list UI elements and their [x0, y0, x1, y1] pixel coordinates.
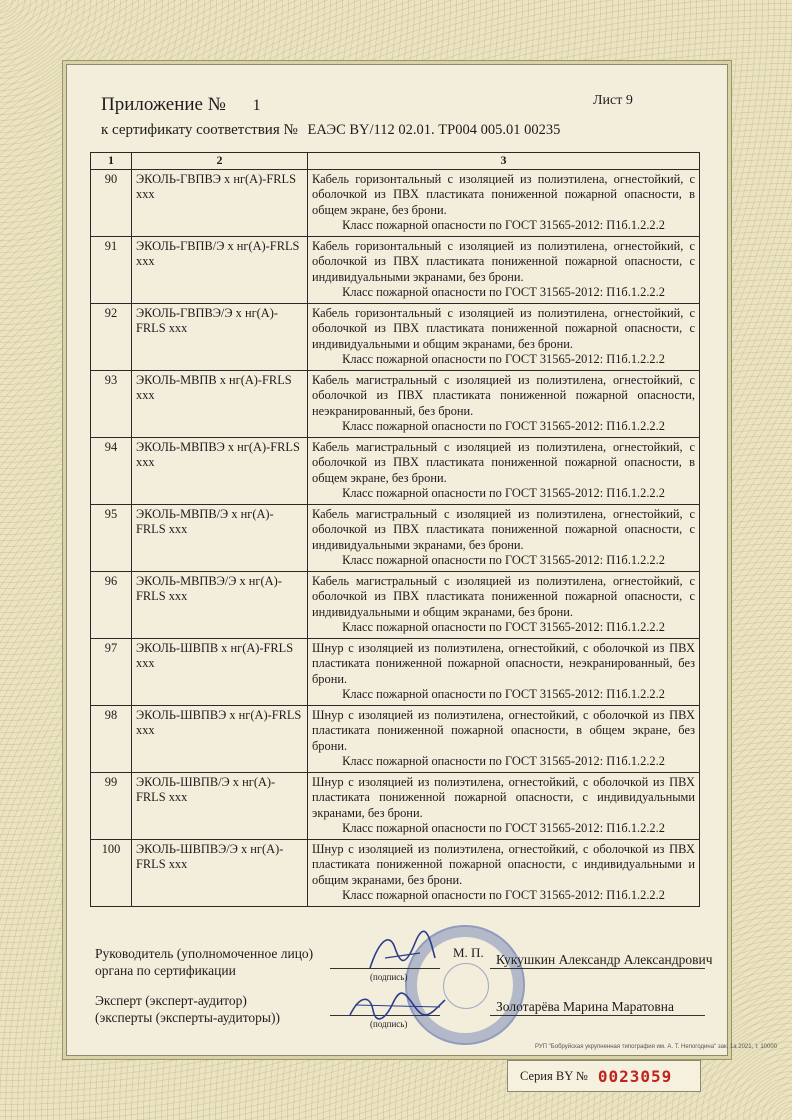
cable-description-cell [308, 705, 700, 772]
cable-description: Кабель магистральный с изоляцией из полиэтилена, огнестойкий, с оболочкой из ПВХ пластиката пониженной пожарной опасности, неэкранированный, без брони. [312, 372, 695, 418]
row-number: 92 [91, 303, 132, 370]
cable-description-cell [308, 370, 700, 437]
head-role-line-2: органа по сертификации [95, 963, 236, 978]
certificate-prefix: к сертификату соответствия № [101, 122, 298, 138]
fire-class: Класс пожарной опасности по ГОСТ 31565-2012: П1б.1.2.2.2 [342, 687, 665, 701]
cable-description-cell [308, 437, 700, 504]
head-signature-caption: (подпись) [370, 972, 408, 982]
certificate-number: ЕАЭС BY/112 02.01. ТР004 005.01 00235 [307, 122, 561, 138]
expert-role-line-2: (эксперты (эксперты-аудиторы)) [95, 1010, 280, 1025]
row-number: 91 [91, 236, 132, 303]
cable-mark: ЭКОЛЬ-ШВПВЭ х нг(А)-FRLS ххх [132, 705, 308, 772]
cable-mark: ЭКОЛЬ-ШВПВЭ/Э х нг(А)-FRLS ххх [132, 839, 308, 906]
fire-class: Класс пожарной опасности по ГОСТ 31565-2012: П1б.1.2.2.2 [342, 419, 665, 433]
cable-description: Кабель горизонтальный с изоляцией из полиэтилена, огнестойкий, с оболочкой из ПВХ пластиката пониженной пожарной опасности, в общем экране, без брони. [312, 171, 695, 217]
cable-description-cell [308, 236, 700, 303]
cable-mark: ЭКОЛЬ-ШВПВ/Э х нг(А)-FRLS ххх [132, 772, 308, 839]
row-number: 96 [91, 571, 132, 638]
cable-description-cell [308, 638, 700, 705]
cable-mark: ЭКОЛЬ-ШВПВ х нг(А)-FRLS ххх [132, 638, 308, 705]
expert-signature [345, 985, 455, 1025]
cable-mark: ЭКОЛЬ-ГВПВЭ х нг(А)-FRLS ххх [132, 169, 308, 236]
cable-mark: ЭКОЛЬ-МВПВ х нг(А)-FRLS ххх [132, 370, 308, 437]
table-row [91, 169, 700, 236]
expert-role [95, 992, 280, 1026]
fire-class: Класс пожарной опасности по ГОСТ 31565-2012: П1б.1.2.2.2 [342, 553, 665, 567]
appendix-title-text: Приложение № [101, 94, 226, 115]
row-number: 98 [91, 705, 132, 772]
head-role [95, 945, 313, 979]
table-row [91, 638, 700, 705]
cable-description: Шнур с изоляцией из полиэтилена, огнестойкий, с оболочкой из ПВХ пластиката пониженной пожарной опасности, неэкранированный, без брони. [312, 640, 695, 686]
row-number: 93 [91, 370, 132, 437]
table-row [91, 303, 700, 370]
head-name: Кукушкин Александр Александрович [496, 952, 713, 967]
products-table [90, 152, 700, 907]
sheet-number: Лист 9 [593, 93, 633, 108]
printer-note: РУП "Бобруйская укрупненная типография им. А. Т. Непогодина" зак. 1а 2021, т. 10000 [535, 1044, 778, 1050]
cable-description: Кабель магистральный с изоляцией из полиэтилена, огнестойкий, с оболочкой из ПВХ пластиката пониженной пожарной опасности, в общем экране, без брони. [312, 439, 695, 485]
table-header-row [91, 153, 700, 170]
appendix-number: 1 [252, 97, 261, 114]
table-row [91, 705, 700, 772]
table-row [91, 772, 700, 839]
column-header-3: 3 [308, 153, 700, 170]
cable-description: Шнур с изоляцией из полиэтилена, огнестойкий, с оболочкой из ПВХ пластиката пониженной пожарной опасности, в общем экране, без брони. [312, 707, 695, 753]
expert-role-line-1: Эксперт (эксперт-аудитор) [95, 993, 247, 1008]
row-number: 90 [91, 169, 132, 236]
series-number: 0023059 [597, 1066, 673, 1086]
table-row [91, 571, 700, 638]
cable-description: Кабель магистральный с изоляцией из полиэтилена, огнестойкий, с оболочкой из ПВХ пластиката пониженной пожарной опасности, с индивидуальными и общим экранами, без брони. [312, 573, 695, 619]
fire-class: Класс пожарной опасности по ГОСТ 31565-2012: П1б.1.2.2.2 [342, 821, 665, 835]
cable-description: Кабель горизонтальный с изоляцией из полиэтилена, огнестойкий, с оболочкой из ПВХ пластиката пониженной пожарной опасности, с индивидуальными экранами, без брони. [312, 238, 695, 284]
fire-class: Класс пожарной опасности по ГОСТ 31565-2012: П1б.1.2.2.2 [342, 754, 665, 768]
fire-class: Класс пожарной опасности по ГОСТ 31565-2012: П1б.1.2.2.2 [342, 620, 665, 634]
cable-mark: ЭКОЛЬ-МВПВ/Э х нг(А)-FRLS ххх [132, 504, 308, 571]
table-row [91, 236, 700, 303]
cable-description-cell [308, 169, 700, 236]
cable-description: Шнур с изоляцией из полиэтилена, огнестойкий, с оболочкой из ПВХ пластиката пониженной пожарной опасности, с индивидуальными экранами, без брони. [312, 774, 695, 820]
cable-description: Кабель горизонтальный с изоляцией из полиэтилена, огнестойкий, с оболочкой из ПВХ пластиката пониженной пожарной опасности, с индивидуальными и общим экранами, без брони. [312, 305, 695, 351]
cable-description: Кабель магистральный с изоляцией из полиэтилена, огнестойкий, с оболочкой из ПВХ пластиката пониженной пожарной опасности, с индивидуальными экранами, без брони. [312, 506, 695, 552]
column-header-2: 2 [132, 153, 308, 170]
series-box [507, 1060, 701, 1092]
fire-class: Класс пожарной опасности по ГОСТ 31565-2012: П1б.1.2.2.2 [342, 218, 665, 232]
table-row [91, 437, 700, 504]
certificate-reference [101, 122, 560, 139]
cable-description: Шнур с изоляцией из полиэтилена, огнестойкий, с оболочкой из ПВХ пластиката пониженной пожарной опасности, с индивидуальными и общим экранами, без брони. [312, 841, 695, 887]
stamp-place-label: М. П. [453, 945, 484, 960]
table-row [91, 370, 700, 437]
row-number: 100 [91, 839, 132, 906]
column-header-1: 1 [91, 153, 132, 170]
cable-mark: ЭКОЛЬ-МВПВЭ/Э х нг(А)-FRLS ххх [132, 571, 308, 638]
expert-signature-caption: (подпись) [370, 1019, 408, 1029]
row-number: 95 [91, 504, 132, 571]
cable-description-cell [308, 571, 700, 638]
row-number: 97 [91, 638, 132, 705]
cable-mark: ЭКОЛЬ-ГВПВЭ/Э х нг(А)-FRLS ххх [132, 303, 308, 370]
row-number: 99 [91, 772, 132, 839]
cable-mark: ЭКОЛЬ-МВПВЭ х нг(А)-FRLS ххх [132, 437, 308, 504]
table-row [91, 504, 700, 571]
fire-class: Класс пожарной опасности по ГОСТ 31565-2012: П1б.1.2.2.2 [342, 352, 665, 366]
series-label: Серия BY № [520, 1068, 588, 1083]
table-body [91, 169, 700, 906]
expert-name: Золотарёва Марина Маратовна [496, 999, 675, 1014]
cable-description-cell [308, 839, 700, 906]
fire-class: Класс пожарной опасности по ГОСТ 31565-2012: П1б.1.2.2.2 [342, 285, 665, 299]
fire-class: Класс пожарной опасности по ГОСТ 31565-2012: П1б.1.2.2.2 [342, 486, 665, 500]
table-row [91, 839, 700, 906]
head-signature [360, 928, 440, 973]
cable-description-cell [308, 772, 700, 839]
cable-mark: ЭКОЛЬ-ГВПВ/Э х нг(А)-FRLS ххх [132, 236, 308, 303]
expert-name-line [490, 1015, 705, 1016]
cable-description-cell [308, 303, 700, 370]
head-name-line [490, 968, 705, 969]
appendix-title [101, 94, 261, 116]
head-role-line-1: Руководитель (уполномоченное лицо) [95, 946, 314, 961]
cable-description-cell [308, 504, 700, 571]
fire-class: Класс пожарной опасности по ГОСТ 31565-2012: П1б.1.2.2.2 [342, 888, 665, 902]
row-number: 94 [91, 437, 132, 504]
